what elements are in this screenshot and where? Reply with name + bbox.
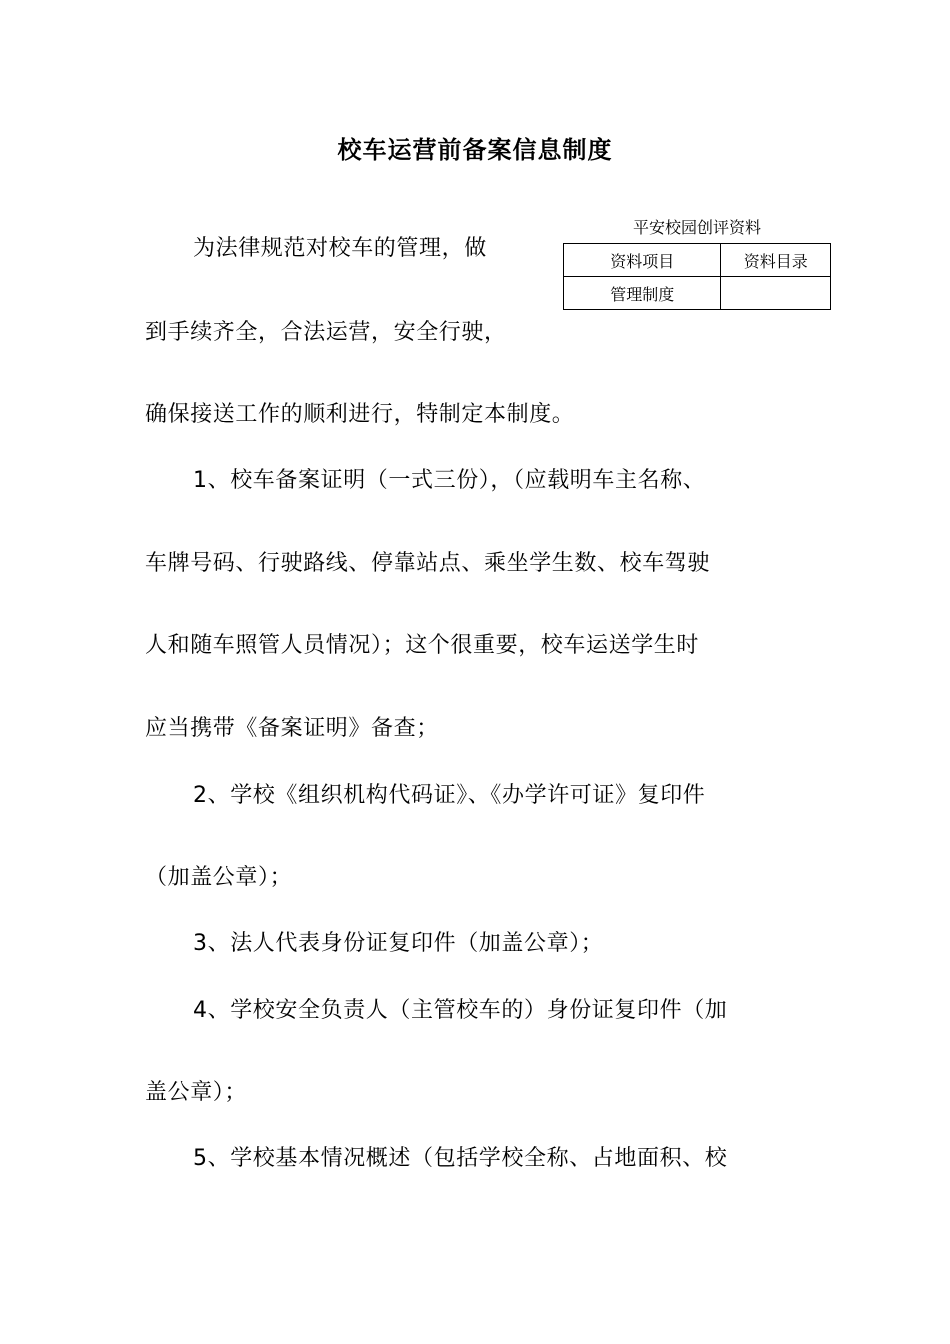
body-line: 车牌号码、行驶路线、停靠站点、乘坐学生数、校车驾驶 bbox=[145, 551, 711, 576]
reference-caption: 平安校园创评资料 bbox=[632, 218, 761, 237]
reference-table bbox=[563, 243, 831, 310]
body-line: 确保接送工作的顺利进行，特制定本制度。 bbox=[145, 402, 575, 427]
body-line: 盖公章）； bbox=[145, 1080, 248, 1105]
body-line: 4、学校安全负责人（主管校车的）身份证复印件（加 bbox=[193, 998, 728, 1023]
table-row bbox=[564, 244, 831, 277]
table-header-cell: 资料项目 bbox=[564, 244, 721, 277]
body-line: 1、校车备案证明（一式三份），（应载明车主名称、 bbox=[193, 468, 706, 493]
body-line: 到手续齐全，合法运营，安全行驶， bbox=[145, 320, 507, 345]
table-cell: 管理制度 bbox=[564, 277, 721, 310]
reference-box bbox=[563, 215, 831, 310]
body-line: 人和随车照管人员情况）；这个很重要，校车运送学生时 bbox=[145, 633, 700, 658]
table-row bbox=[564, 277, 831, 310]
table-cell bbox=[721, 277, 831, 310]
table-header-cell: 资料目录 bbox=[721, 244, 831, 277]
page-title: 校车运营前备案信息制度 bbox=[337, 136, 613, 164]
body-line: 3、法人代表身份证复印件（加盖公章）； bbox=[193, 931, 604, 956]
body-line: 应当携带《备案证明》备查； bbox=[145, 716, 439, 741]
body-line: （加盖公章）； bbox=[145, 865, 293, 890]
body-line: 2、学校《组织机构代码证》、《办学许可证》复印件 bbox=[193, 783, 706, 808]
body-line: 5、学校基本情况概述（包括学校全称、占地面积、校 bbox=[193, 1146, 728, 1171]
body-line: 为法律规范对校车的管理，做 bbox=[193, 236, 487, 261]
